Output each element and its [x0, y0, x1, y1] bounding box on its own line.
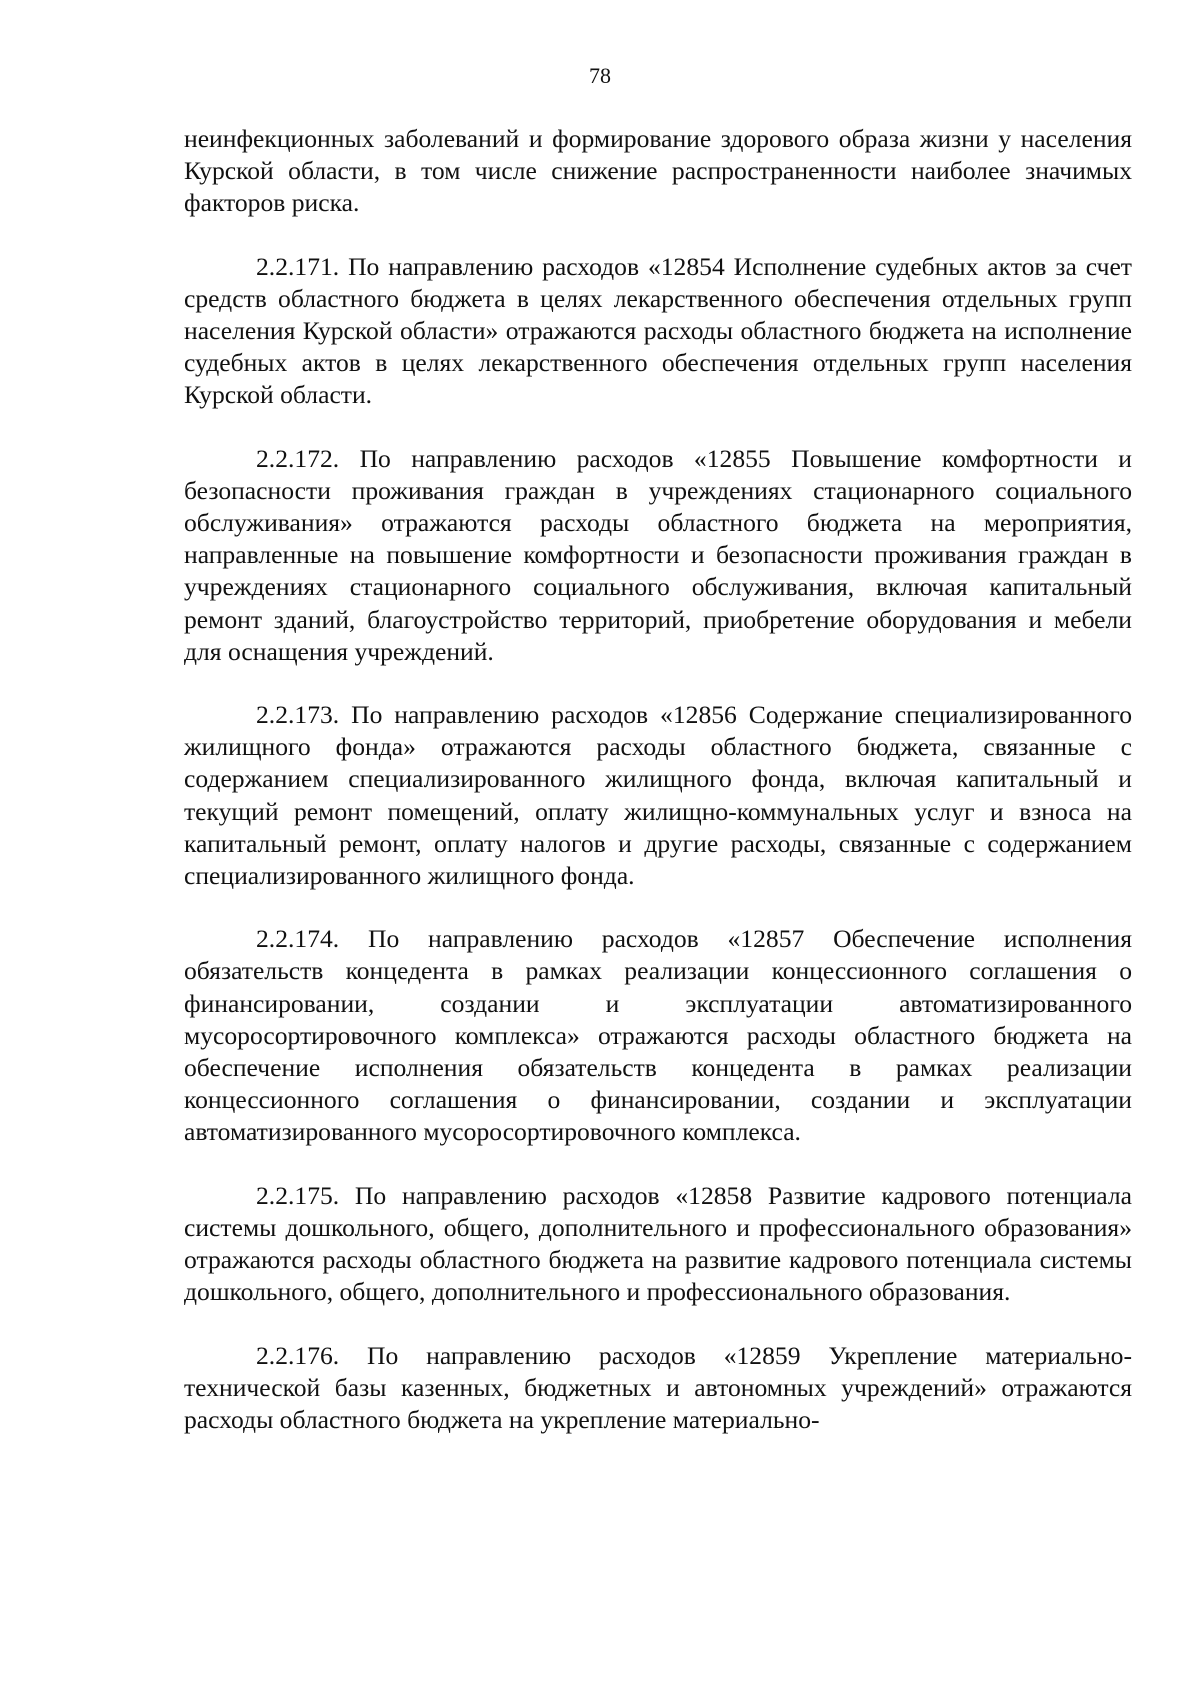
paragraph-2-2-173: 2.2.173. По направлению расходов «12856 Содержание специализированного жилищного фонда» отражаются расходы областного бюджета, связанные с содержанием специализированного жилищного фонда, включая капитальный и текущий ремонт помещений, оплату жилищно-коммунальных услуг и взноса на капитальный ремонт, оплату налогов и другие расходы, связанные с содержанием специализированного жилищного фонда. [184, 700, 1132, 891]
paragraph-2-2-172: 2.2.172. По направлению расходов «12855 Повышение комфортности и безопасности проживания граждан в учреждениях стационарного социального обслуживания» отражаются расходы областного бюджета на мероприятия, направленные на повышение комфортности и безопасности проживания граждан в учреждениях стационарного социального обслуживания, включая капитальный ремонт зданий, благоустройство территорий, приобретение оборудования и мебели для оснащения учреждений. [184, 443, 1132, 666]
paragraph-2-2-176: 2.2.176. По направлению расходов «12859 Укрепление материально-технической базы казенных, бюджетных и автономных учреждений» отражаются расходы областного бюджета на укрепление материально- [184, 1340, 1132, 1434]
document-body [184, 123, 1132, 1436]
page-number: 78 [589, 63, 611, 88]
paragraph-continuation: неинфекционных заболеваний и формирование здорового образа жизни у населения Курской области, в том числе снижение распространенности наиболее значимых факторов риска. [184, 124, 1132, 218]
paragraph-2-2-174: 2.2.174. По направлению расходов «12857 Обеспечение исполнения обязательств концедента в рамках реализации концессионного соглашения о финансировании, создании и эксплуатации автоматизированного мусоросортировочного комплекса» отражаются расходы областного бюджета на обеспечение исполнения обязательств концедента в рамках реализации концессионного соглашения о финансировании, создании и эксплуатации автоматизированного мусоросортировочного комплекса. [184, 924, 1132, 1147]
paragraph-2-2-171: 2.2.171. По направлению расходов «12854 Исполнение судебных актов за счет средств областного бюджета в целях лекарственного обеспечения отдельных групп населения Курской области» отражаются расходы областного бюджета на исполнение судебных актов в целях лекарственного обеспечения отдельных групп населения Курской области. [184, 251, 1132, 410]
paragraph-2-2-175: 2.2.175. По направлению расходов «12858 Развитие кадрового потенциала системы дошкольного, общего, дополнительного и профессионального образования» отражаются расходы областного бюджета на развитие кадрового потенциала системы дошкольного, общего, дополнительного и профессионального образования. [184, 1180, 1132, 1307]
